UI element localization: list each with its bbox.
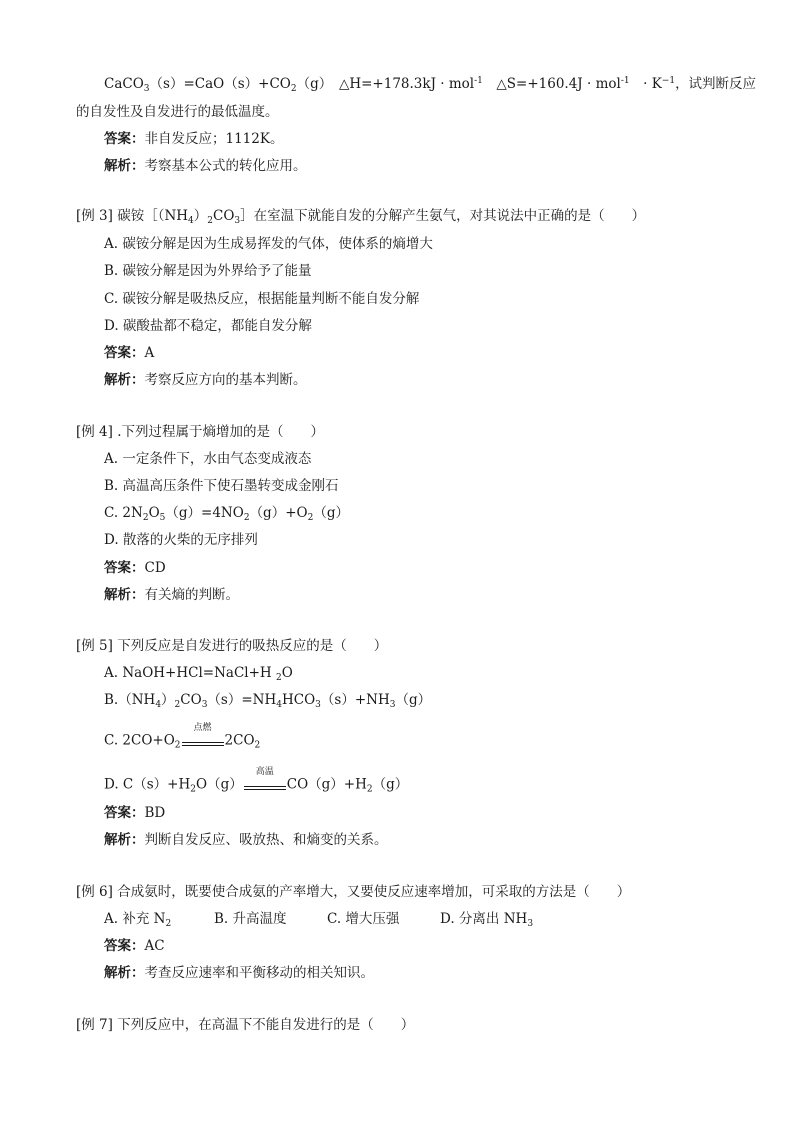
answer-label: 答案： [104, 560, 145, 576]
eq-text: （s）=CaO（s）+CO [149, 76, 291, 92]
ex4-option-d: D. 散落的火柴的无序排列 [104, 532, 258, 548]
intro-line2: 的自发性及自发进行的最低温度。 [76, 104, 279, 120]
eq-text: CaCO [104, 76, 144, 92]
answer-text: BD [144, 805, 166, 821]
ex5-option-b: $B.(NH_4)_2CO_3(s)=NH_4HCO_3(s)+NH_3(g)$ [104, 692, 432, 710]
ex6-opt-d-text: D. 分离出 NH [440, 911, 528, 927]
ex4-analysis [104, 589, 239, 603]
ex3-title-text: ） [193, 208, 208, 224]
ex4-title: [例 4] .下列过程属于熵增加的是（ ） [76, 424, 324, 440]
answer-label: 答案： [104, 131, 145, 147]
eq-text: △S=+160.4J · mol [482, 76, 621, 92]
ex3-option-d: D. 碳酸盐都不稳定，都能自发分解 [104, 318, 312, 334]
ex5-option-a: A. NaOH+HCl=NaCl+H $_2$O [104, 665, 293, 683]
analysis-text: 有关熵的判断。 [144, 587, 239, 603]
ex3-answer [104, 347, 154, 361]
ex5-answer [104, 807, 165, 821]
ex6-title: [例 6] 合成氨时，既要使合成氨的产率增大，又要使反应速率增加，可采取的方法是（ ） [76, 884, 631, 900]
ex5-opt-d-text: D. C（s）+H [104, 776, 191, 793]
condition-label: 点燃 [193, 723, 212, 733]
analysis-text: 考察反应方向的基本判断。 [144, 372, 307, 388]
ex6-option-a: A. 补充 $N_2$ [104, 911, 172, 929]
analysis-label: 解析： [104, 158, 145, 174]
reaction-condition [244, 767, 286, 792]
ex3-option-c: C. 碳铵分解是吸热反应，根据能量判断不能自发分解 [104, 291, 420, 307]
ex5-analysis [104, 834, 388, 848]
ex3-option-b: B. 碳铵分解是因为外界给予了能量 [104, 263, 312, 279]
ex3-title-text: ］在室温下就能自发的分解产生氨气，对其说法中正确的是（ ） [240, 208, 646, 224]
ex6-analysis [104, 967, 374, 981]
eq-text: ，试判断反应 [675, 76, 757, 92]
answer-text: A [144, 345, 155, 361]
analysis-label: 解析： [104, 587, 145, 603]
answer-text: CD [144, 560, 166, 576]
condition-label: 高温 [255, 767, 274, 777]
ex5-opt-c-text: 2CO [224, 732, 255, 749]
ex6-opt-a-text: A. 补充 N [104, 911, 166, 927]
ex5-opt-c-text: C. 2CO+O [104, 732, 175, 749]
eq-text: · K [629, 76, 662, 92]
ex6-option-b: B. 升高温度 [214, 911, 287, 927]
ex6-option-c: C. 增大压强 [327, 911, 400, 927]
intro-answer [104, 133, 283, 147]
ex3-title-text: CO [213, 208, 235, 224]
ex5-title: [例 5] 下列反应是自发进行的吸热反应的是（ ） [76, 638, 388, 654]
analysis-text: 判断自发反应、吸放热、和熵变的关系。 [144, 832, 388, 848]
intro-equation: $CaCO_3(s)=CaO(s)+CO_2(g)$ △H=+178.3kJ · mol$^{-1}$ △S=+160.4J · mol$^{-1}$ · $K^{-1}$，试判断反应 [104, 76, 757, 94]
answer-label: 答案： [104, 938, 145, 954]
ex6-option-d: D. 分离出 $NH_3$ [440, 911, 534, 929]
ex5-opt-b-text: B.（NH [104, 692, 156, 708]
ex7-title: [例 7] 下列反应中，在高温下不能自发进行的是（ ） [76, 1017, 415, 1033]
analysis-text: 考察基本公式的转化应用。 [144, 158, 307, 174]
ex5-opt-d-text: O（g） [196, 776, 243, 793]
analysis-text: 考查反应速率和平衡移动的相关知识。 [144, 965, 374, 981]
ex3-title: [例 3] 碳铵$[(NH_4)_2CO_3]$在室温下就能自发的分解产生氨气，对其说法中正确的是（ ） [76, 208, 646, 226]
ex4-option-a: A. 一定条件下，水由气态变成液态 [104, 451, 312, 467]
analysis-label: 解析： [104, 832, 145, 848]
ex5-option-d: D. $C(s)+H_2O(g)$ 高温 $CO(g)+H_2(g)$ [104, 767, 409, 795]
eq-text: （g） △H=+178.3kJ · mol [296, 76, 475, 92]
ex4-option-c: C. $2N_2O_5(g)=4NO_2(g)+O_2(g)$ [104, 505, 349, 523]
ex6-answer [104, 940, 165, 954]
ex4-option-b: B. 高温高压条件下使石墨转变成金刚石 [104, 478, 339, 494]
ex5-option-c: C. $2CO+O_2$ 点燃 $2CO_2$ [104, 723, 261, 751]
answer-label: 答案： [104, 345, 145, 361]
ex3-option-a: A. 碳铵分解是因为生成易挥发的气体，使体系的熵增大 [104, 236, 433, 252]
intro-analysis [104, 160, 307, 174]
ex5-opt-a-text: A. NaOH+HCl=NaCl+H [104, 665, 276, 681]
answer-label: 答案： [104, 805, 145, 821]
reaction-condition [182, 723, 224, 748]
ex5-opt-d-text: CO（g）+H [286, 776, 367, 793]
answer-text: AC [144, 938, 165, 954]
analysis-label: 解析： [104, 372, 145, 388]
ex4-opt-c-text: C. 2N [104, 505, 143, 521]
answer-text: 非自发反应；1112K。 [144, 131, 284, 147]
ex4-answer [104, 562, 166, 576]
ex3-analysis [104, 374, 307, 388]
analysis-label: 解析： [104, 965, 145, 981]
ex3-title-text: [例 3] 碳铵［（NH [76, 208, 189, 224]
